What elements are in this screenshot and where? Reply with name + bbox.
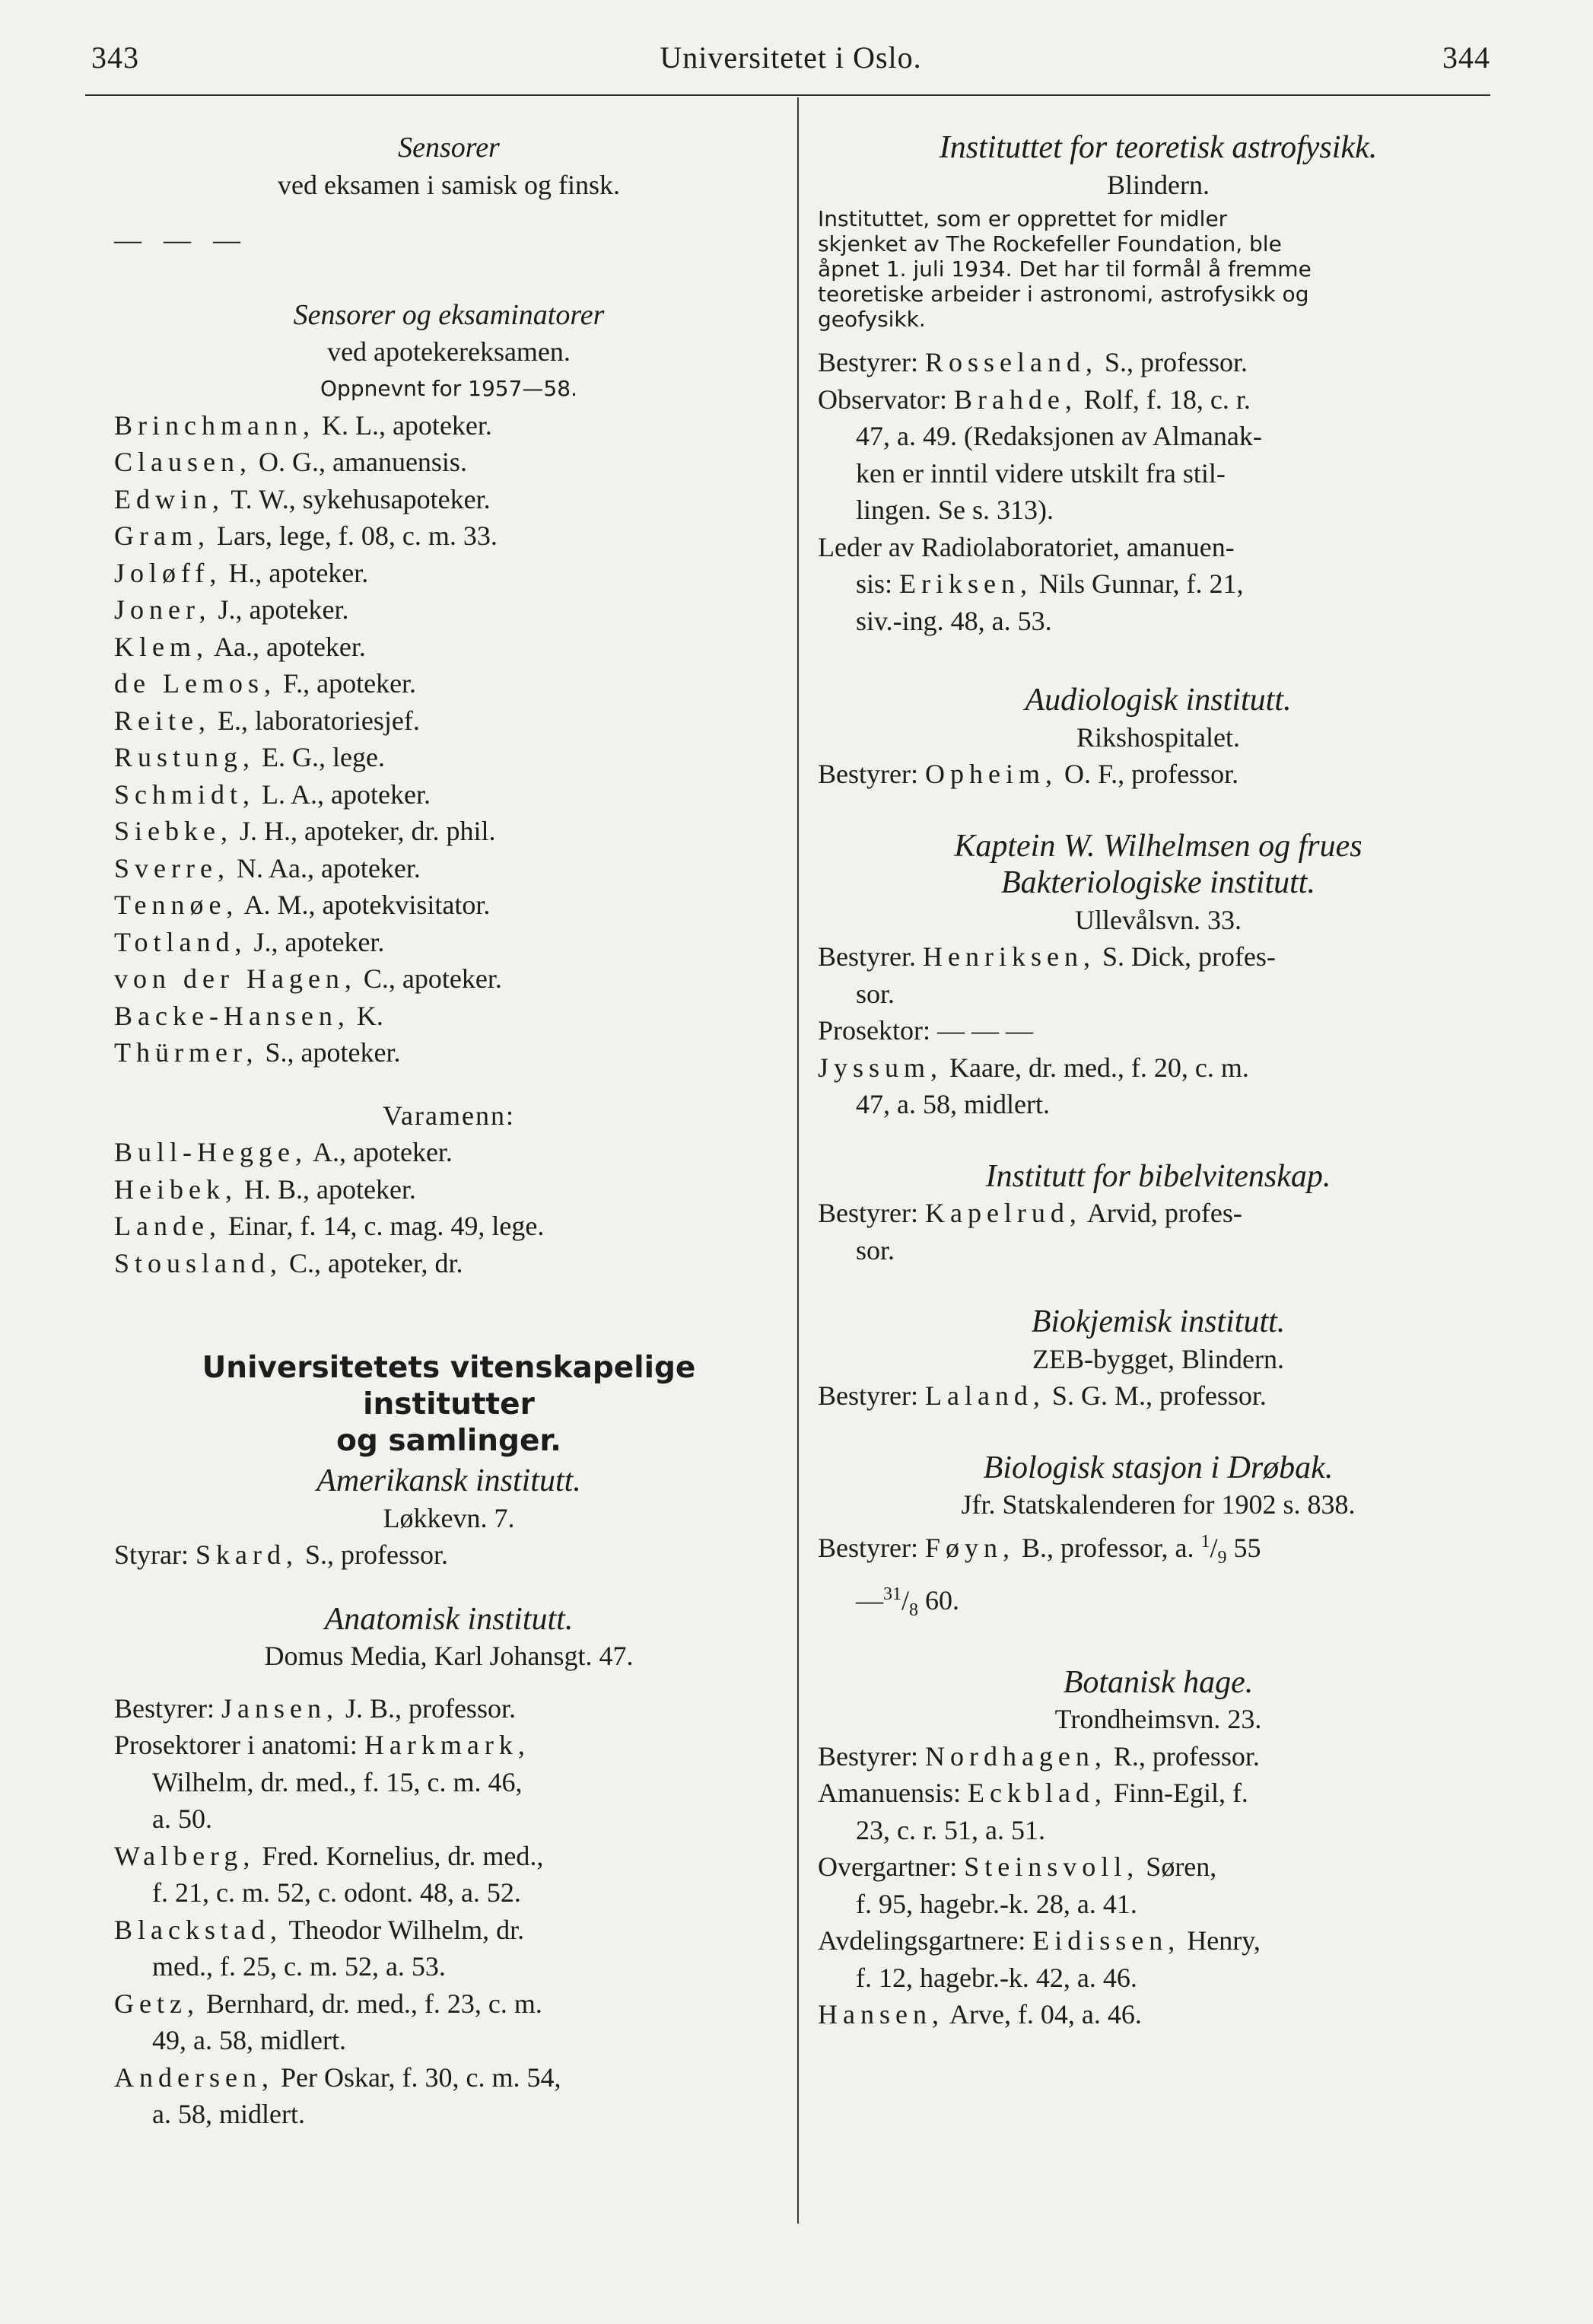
person-name: Brahde, [953,384,1077,415]
line-label: Bestyrer: [818,347,925,377]
audio-title: Audiologisk institutt. [1025,683,1292,718]
person-name: de Lemos, [114,668,276,699]
audio-rest: O. F., professor. [1057,759,1239,789]
list-item [114,1245,784,1282]
line-text: N. Aa., apoteker. [229,852,421,883]
staff-line [114,1948,784,1985]
person-name: Bull-Hegge, [114,1137,307,1167]
line-text: C., apoteker, dr. [282,1247,463,1278]
right-column [818,129,1499,2033]
person-name: Harkmark, [364,1730,530,1760]
drobak-reference: Jfr. Statskalenderen for 1902 s. 838. [961,1489,1356,1520]
line-text: C., apoteker. [356,963,502,994]
line-text: Kaare, dr. med., f. 20, c. m. [943,1052,1249,1083]
amerikansk-title: Amerikansk institutt. [316,1463,581,1498]
line-label: Prosektor: — — — [818,1015,1033,1046]
line-text: 47, a. 49. (Redaksjonen av Almanak- [856,421,1262,451]
amerikansk-styrar [114,1536,784,1574]
person-name: Eriksen, [899,568,1032,599]
line-text: Arve, f. 04, a. 46. [943,1999,1142,2030]
person-name: Stousland, [114,1247,283,1278]
line-label: Leder av Radiolaboratoriet, amanuen- [818,531,1235,562]
staff-line [114,1912,784,1949]
drobak-label: Bestyrer: [818,1532,925,1563]
line-text: K. [349,1000,383,1031]
staff-line [818,1775,1499,1812]
line-text: 49, a. 58, midlert. [152,2025,346,2055]
line-text: J. B., professor. [338,1692,516,1724]
section-title-line-1: Universitetets vitenskapelige institutter [202,1351,696,1421]
amerikansk-address: Løkkevn. 7. [383,1502,515,1533]
astro-staff [818,344,1499,639]
astro-title: Instituttet for teoretisk astrofysikk. [939,130,1378,165]
person-name: Henriksen, [922,941,1095,972]
botan-title: Botanisk hage. [1063,1664,1254,1700]
list-item [114,444,784,481]
person-name: Schmidt, [114,778,256,810]
person-name: Sverre, [114,852,230,883]
sensorer-title: Sensorer [398,132,500,164]
list-item [114,591,784,629]
description-line: teoretiske arbeider i astronomi, astrofysikk og [818,282,1309,307]
drobak-year2: 60. [918,1585,960,1616]
dashes: — — — [114,224,248,255]
staff-line [818,344,1499,381]
list-item [114,850,784,887]
person-name: Jansen, [221,1692,339,1724]
staff-line [818,1996,1499,2033]
amerikansk-styrar-label: Styrar: [114,1539,189,1570]
line-text: L. A., apoteker. [255,778,431,810]
list-item [114,739,784,776]
description-line: Instituttet, som er opprettet for midler [818,206,1228,231]
line-text: Fred. Kornelius, dr. med., [255,1840,544,1871]
varamenn-list [114,1134,784,1281]
line-text: K. L., apoteker. [314,409,492,441]
line-text: Per Oskar, f. 30, c. m. 54, [273,2061,561,2093]
line-text: S. Dick, profes- [1095,941,1276,972]
anatomisk-staff [114,1690,784,2133]
line-text: a. 58, midlert. [152,2099,305,2129]
page-number-right: 344 [1442,40,1490,75]
line-text: Lars, lege, f. 08, c. m. 33. [209,521,498,551]
apotek-list [114,407,784,1071]
line-text: O. G., amanuensis. [251,447,467,477]
person-name: Rosseland, [924,347,1098,377]
bibel-label: Bestyrer: [818,1198,925,1228]
bibel-title: Institutt for bibelvitenskap. [985,1158,1331,1194]
staff-line [818,492,1499,529]
staff-line [818,976,1499,1013]
section-title-line-2: og samlinger. [336,1424,561,1458]
list-item [114,1171,784,1208]
line-text: H. B., apoteker. [237,1173,416,1205]
person-name: Joner, [114,594,211,625]
drobak-frac1-num: 1 [1200,1531,1210,1552]
staff-line [114,1690,784,1727]
staff-line [818,418,1499,455]
biokj-address: ZEB-bygget, Blindern. [1032,1343,1284,1374]
bibel-rest-2: sor. [856,1234,895,1265]
line-label: Observator: [818,384,954,415]
drobak-year1: 55 [1226,1532,1261,1563]
line-text: J. H., apoteker, dr. phil. [232,816,496,846]
kaptein-title-2: Bakteriologiske institutt. [1001,865,1315,900]
person-name: Siebke, [114,816,233,846]
line-text: Bernhard, dr. med., f. 23, c. m. [199,1988,542,2019]
staff-line [818,455,1499,492]
apotek-subtitle: ved apotekereksamen. [327,336,571,367]
biokj-title: Biokjemisk institutt. [1031,1304,1286,1339]
section-title [114,1350,784,1460]
person-name: Nordhagen, [924,1740,1107,1772]
list-item [114,1208,784,1245]
line-text: J., apoteker. [246,926,385,957]
drobak-title: Biologisk stasjon i Drøbak. [983,1450,1334,1485]
page-header [91,40,1490,85]
staff-line [114,1874,784,1912]
amerikansk-rest: S., professor. [297,1539,448,1570]
line-text: siv.-ing. 48, a. 53. [856,605,1052,636]
left-column [114,129,784,2133]
description-line: geofysikk. [818,307,926,332]
line-text: Henry, [1180,1925,1261,1956]
staff-line [818,1086,1499,1123]
staff-line [114,1727,784,1764]
audio-label: Bestyrer: [818,759,925,789]
line-label: Bestyrer: [114,1692,221,1724]
list-item [114,1034,784,1071]
astro-address: Blindern. [1107,169,1210,200]
line-text: Finn-Egil, f. [1106,1778,1248,1809]
staff-line [818,1049,1499,1087]
list-item [114,1134,784,1171]
drobak-dash: — [856,1585,883,1616]
line-text: R., professor. [1106,1740,1260,1772]
person-name: Joløff, [114,557,222,588]
line-text: 47, a. 58, midlert. [856,1089,1050,1119]
list-item [114,998,784,1035]
person-name: Jyssum, [818,1052,943,1083]
audio-address: Rikshospitalet. [1076,721,1240,753]
line-label: Bestyrer. [818,941,923,972]
line-text: 23, c. r. 51, a. 51. [856,1814,1045,1845]
line-text: Wilhelm, dr. med., f. 15, c. m. 46, [152,1766,523,1797]
line-text: Søren, [1139,1851,1217,1883]
list-item [114,517,784,555]
list-item [114,924,784,961]
person-name: Klem, [114,631,208,662]
drobak-bestyrer: Bestyrer: Føyn, B., professor, a. $^1/_9$ 55 [818,1531,1261,1568]
botan-address: Trondheimsvn. 23. [1054,1704,1262,1735]
apotek-note: Oppnevnt for 1957—58. [320,375,577,401]
person-name: Lande, [114,1211,221,1241]
staff-line [114,2059,784,2096]
biokj-bestyrer [818,1377,1499,1415]
person-name: Andersen, [114,2061,274,2093]
list-item [114,555,784,592]
drobak-frac2-den: 8 [909,1600,919,1621]
header-rule [85,94,1490,96]
person-name: Brinchmann, [114,409,315,441]
drobak-bestyrer-2: $—^{31}/_8$ 60. [856,1584,960,1621]
line-text: E., laboratoriesjef. [210,705,420,736]
audio-name: Opheim, [924,759,1057,789]
anatomisk-title: Anatomisk institutt. [324,1601,574,1637]
staff-line [818,529,1499,566]
list-item [114,960,784,998]
person-name: Reite, [114,705,211,736]
staff-line [114,1800,784,1838]
person-name: Blackstad, [114,1914,282,1945]
kaptein-staff [818,938,1499,1123]
line-label: Overgartner: [818,1851,965,1883]
list-item [114,776,784,813]
person-name: Heibek, [114,1173,237,1205]
person-name: Totland, [114,926,247,957]
staff-line [818,1922,1499,1959]
biokj-rest: S. G. M., professor. [1045,1380,1267,1411]
drobak-rest: B., professor, a. [1015,1532,1201,1563]
line-text: Rolf, f. 18, c. r. [1076,384,1251,415]
staff-line [114,1985,784,2023]
line-text: ken er inntil videre utskilt fra stil- [856,457,1226,489]
column-divider [797,97,799,2224]
person-name: Getz, [114,1988,199,2019]
person-name: Hansen, [818,1999,944,2030]
line-text: S., apoteker. [258,1037,401,1068]
list-item [114,813,784,850]
person-name: von der Hagen, [114,963,357,994]
line-text: T. W., sykehusapoteker. [224,483,491,514]
amerikansk-name: Skard, [195,1539,298,1570]
biokj-name: Laland, [924,1380,1045,1411]
staff-line [818,1848,1499,1886]
staff-line [818,381,1499,419]
line-text: lingen. Se s. 313). [856,495,1054,525]
line-text: A. M., apotekvisitator. [238,890,491,920]
line-text: H., apoteker. [221,557,369,588]
staff-line [818,565,1499,603]
line-text: sis: [856,568,900,599]
person-name: Gram, [114,521,210,551]
description-line: åpnet 1. juli 1934. Det har til formål å fremme [818,256,1312,282]
line-text: F., apoteker. [275,668,417,699]
line-text: med., f. 25, c. m. 52, a. 53. [152,1951,446,1982]
person-name: Eckblad, [967,1778,1107,1809]
drobak-frac2-num: 31 [883,1584,901,1605]
list-item [114,665,784,702]
staff-line [818,603,1499,640]
audio-bestyrer [818,756,1499,793]
line-text: f. 95, hagebr.-k. 28, a. 41. [856,1888,1137,1919]
staff-line [818,1812,1499,1849]
line-text: J., apoteker. [211,594,349,625]
varamenn-title: Varamenn: [383,1100,515,1131]
person-name: Backe-Hansen, [114,1000,350,1031]
line-text: A., apoteker. [307,1137,453,1167]
kaptein-address: Ullevålsvn. 33. [1075,904,1242,935]
staff-line [818,1012,1499,1049]
bibel-name: Kapelrud, [924,1198,1082,1228]
line-label: Prosektorer i anatomi: [114,1730,364,1760]
line-label: Amanuensis: [818,1778,968,1809]
list-item [114,629,784,666]
line-text: Einar, f. 14, c. mag. 49, lege. [221,1211,545,1241]
kaptein-title-1: Kaptein W. Wilhelmsen og frues [954,828,1362,864]
sensorer-subtitle: ved eksamen i samisk og finsk. [278,169,620,200]
line-text: Nils Gunnar, f. 21, [1032,568,1244,599]
drobak-name: Føyn, [924,1532,1015,1563]
page-number-left: 343 [91,40,139,75]
line-text: a. 50. [152,1803,212,1834]
person-name: Clausen, [114,447,252,477]
staff-line [818,938,1499,976]
staff-line [818,1959,1499,1997]
line-text: f. 12, hagebr.-k. 42, a. 46. [856,1962,1137,1993]
staff-line [818,1886,1499,1923]
drobak-frac1-den: 9 [1217,1547,1227,1568]
person-name: Thürmer, [114,1037,259,1068]
staff-line [114,2096,784,2133]
line-text: f. 21, c. m. 52, c. odont. 48, a. 52. [152,1877,521,1908]
staff-line [818,1738,1499,1775]
list-item [114,702,784,740]
list-item [114,887,784,924]
person-name: Eidissen, [1032,1925,1181,1956]
line-text: S., professor. [1097,347,1248,377]
person-name: Tennøe, [114,890,239,920]
bibel-rest: Arvid, profes- [1081,1198,1242,1228]
person-name: Rustung, [114,742,256,772]
line-text: Aa., apoteker. [208,631,366,662]
line-text: E. G., lege. [255,742,385,772]
bibel-bestyrer [818,1195,1499,1232]
person-name: Walberg, [114,1840,256,1871]
botan-staff [818,1738,1499,2033]
staff-line [114,1764,784,1801]
staff-line [114,2022,784,2059]
anatomisk-address: Domus Media, Karl Johansgt. 47. [264,1641,634,1671]
running-title: Universitetet i Oslo. [660,40,922,75]
line-text: sor. [856,978,895,1009]
person-name: Edwin, [114,483,224,514]
line-text: Theodor Wilhelm, dr. [281,1914,525,1945]
line-label: Bestyrer: [818,1740,925,1772]
list-item [114,481,784,518]
biokj-label: Bestyrer: [818,1380,925,1411]
description-line: skjenket av The Rockefeller Foundation, ble [818,231,1282,256]
line-label: Avdelingsgartnere: [818,1925,1033,1956]
apotek-title: Sensorer og eksaminatorer [293,298,605,331]
list-item [114,407,784,444]
astro-description [818,206,1499,332]
staff-line [114,1838,784,1875]
person-name: Steinsvoll, [964,1851,1140,1883]
